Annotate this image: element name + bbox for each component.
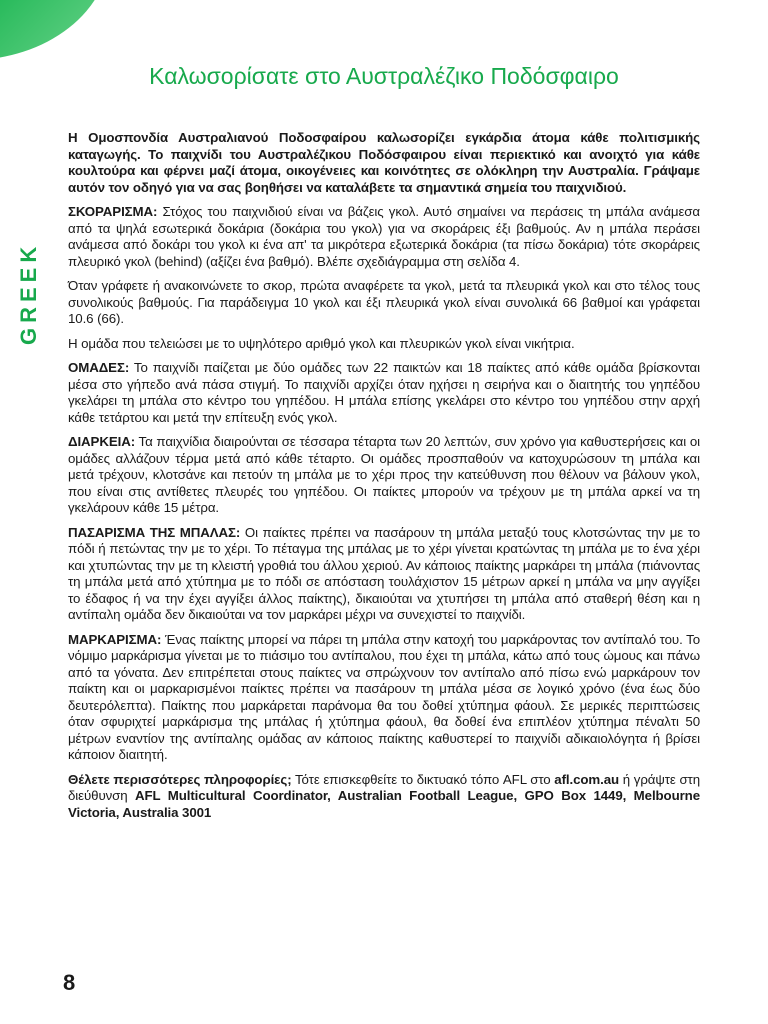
scoring-heading: ΣΚΟΡΑΡΙΣΜΑ: (68, 204, 158, 219)
more-info-paragraph (68, 772, 700, 822)
page-number: 8 (63, 970, 76, 995)
language-side-label: GREEK (16, 241, 41, 345)
corner-decoration (0, 0, 110, 68)
main-content (68, 130, 700, 829)
duration-heading: ΔΙΑΡΚΕΙΑ: (68, 434, 136, 449)
duration-paragraph (68, 434, 700, 517)
tackling-text: Ένας παίκτης μπορεί να πάρει τη μπάλα στην κατοχή του μαρκάροντας τον αντίπαλό του. Το νόμιμο μαρκάρισμα γίνεται με το πιάσιμο του αντίπαλου, που έχει τη μπάλα, κάτω από τους ώμους και πάνω από τα γόνατα. Δεν επιτρέπεται στους παίκτες να σπρώχνουν τον αντίπαλο από πίσω ενώ μαρκάρουν τον παίκτη και οι μαρκαρισμένοι παίκτες πρέπει να πασάρουν τη μπάλα μέσα σε λογικό χρόνο (ένα έως δύο δευτερόλεπτα). Παίκτης που μαρκάρεται παράνομα θα του δοθεί χτύπημα φάουλ. Σε μερικές περιπτώσεις όταν σφυριχτεί μαρκάρισμα της μπάλας ή χτύπημα φάουλ, θα δοθεί ένα επιπλέον χτύπημα πέναλτι 50 μέτρων εναντίον της αντίπαλης ομάδας αν κάποιος παίκτης καθυστερεί το παιχνίδι αδικαιολόγητα ή βρίσει κάποιον διαιτητή. (68, 631, 700, 762)
duration-text: Τα παιχνίδια διαιρούνται σε τέσσαρα τέταρτα των 20 λεπτών, συν χρόνο για καθυστερήσεις και οι ομάδες αλλάζουν τέρμα μετά από κάθε τέταρτο. Οι ομάδες προσπαθούν να κατοχυρώσουν τη μπάλα και μετά τρέχουν, κλοτσάνε και πετούν τη μπάλα με το χέρι προς την κατεύθυνση που θέλουν να βάλουν γκολ, που είναι στις αντίθετες πλευρές του γηπέδου. Οι παίκτες μπορούν να τρέχουν με τη μπάλα αρκεί να τη γκελάρουν κάθε 15 μέτρα. (68, 434, 700, 515)
passing-paragraph (68, 525, 700, 624)
more-info-heading: Θέλετε περισσότερες πληροφορίες; (68, 771, 292, 787)
tackling-paragraph (68, 632, 700, 764)
intro-paragraph: Η Ομοσπονδία Αυστραλιανού Ποδοσφαίρου καλωσορίζει εγκάρδια άτομα κάθε πολιτισμικής καταγωγής. Το παιχνίδι του Αυστραλέζικου Ποδόσφαιρου είναι περιεκτικό και ανοιχτό για κάθε κουλτούρα και φέρνει μαζί άτομα, οικογένειες και κοινότητες σε ολόκληρη την Αυστραλία. Γράψαμε αυτόν τον οδηγό για να σας βοηθήσει να καταλάβετε τα σημαντικά σημεία του παιχνιδιού. (68, 130, 700, 195)
more-info-text-1: Τότε επισκεφθείτε το δικτυακό τόπο AFL στο (291, 771, 555, 787)
teams-paragraph (68, 360, 700, 426)
teams-text: Το παιχνίδι παίζεται με δύο ομάδες των 22 παικτών και 18 παίκτες από κάθε ομάδα βρίσκονται μέσα στο γήπεδο ανά πάσα στιγμή. Το παιχνίδι αρχίζει όταν ηχήσει η σειρήνα και ο διαιτητής του γηπέδου γκελάρει τη μπάλα στο κέντρο του γηπέδου. Η μπάλα επίσης γκελάρει στο κέντρο του γηπέδου στην αρχή κάθε τετάρτου και μετά την επίτευξη ενός γκολ. (68, 360, 700, 425)
winner-paragraph: Η ομάδα που τελειώσει με το υψηλότερο αριθμό γκολ και πλευρικών γκολ είναι νικήτρια. (68, 335, 575, 351)
page-title: Καλωσορίσατε στο Αυστραλέζικο Ποδόσφαιρο (149, 63, 619, 89)
scoring-note-paragraph: Όταν γράφετε ή ανακοινώνετε το σκορ, πρώτα αναφέρετε τα γκολ, μετά τα πλευρικά γκολ και στο τέλος τους συνολικούς βαθμούς. Για παράδειγμα 10 γκολ και έξι πλευρικά γκολ είναι συνολικά 66 βαθμοί και γράφεται 10.6 (66). (68, 278, 700, 326)
passing-heading: ΠΑΣΑΡΙΣΜΑ ΤΗΣ ΜΠΑΛΑΣ: (68, 524, 241, 540)
postal-address: AFL Multicultural Coordinator, Australian Football League, GPO Box 1449, Melbourne Victoria, Australia 3001 (68, 788, 700, 820)
website-link[interactable]: afl.com.au (554, 771, 620, 787)
scoring-text: Στόχος του παιχνιδιού είναι να βάζεις γκολ. Αυτό σημαίνει να περάσεις τη μπάλα ανάμεσα από τα ψηλά εσωτερικά δοκάρια (δοκάρια του γκολ) για να σκοράρεις έξι βαθμούς. Αν η μπάλα περάσει ανάμεσα από δοκάρι του γκολ κι ένα απ' τα μικρότερα εξωτερικά δοκάρια (τα πίσω δοκάρια) τότε σκοράρεις πλευρικό γκολ (behind) (αξίζει ένα βαθμό). Βλέπε σχεδιάγραμμα στη σελίδα 4. (68, 204, 700, 269)
green-corner-shape (0, 0, 110, 60)
teams-heading: ΟΜΑΔΕΣ: (68, 360, 130, 375)
more-info-text-2: ή γράψτε στη διεύθυνση (68, 771, 701, 803)
passing-text: Οι παίκτες πρέπει να πασάρουν τη μπάλα μεταξύ τους κλοτσώντας την με το πόδι ή πετώντας την με το χέρι. Το πέταγμα της μπάλας με το χέρι γίνεται κρατώντας τη μπάλα με το ένα χέρι και χτυπώντας την με τη κλειστή γροθιά του άλλου χεριού. Αν κάποιος παίκτης μαρκάρει τη μπάλα (πιάνοντας τη μπάλα μετά από χτύπημα με το πόδι σε απόσταση τουλάχιστον 15 μέτρων αρκεί η μπάλα να μην αγγίξει το έδαφος ή να την έχει αγγίξει άλλος παίκτης), δικαιούται να χτυπήσει τη μπάλα από σταθερή θέση και η αντίπαλη ομάδα δεν δικαιούται να τον μαρκάρει μέχρι να συνεχιστεί το παιχνίδι. (68, 524, 700, 622)
tackling-heading: ΜΑΡΚΑΡΙΣΜΑ: (68, 631, 162, 647)
scoring-paragraph (68, 204, 700, 270)
